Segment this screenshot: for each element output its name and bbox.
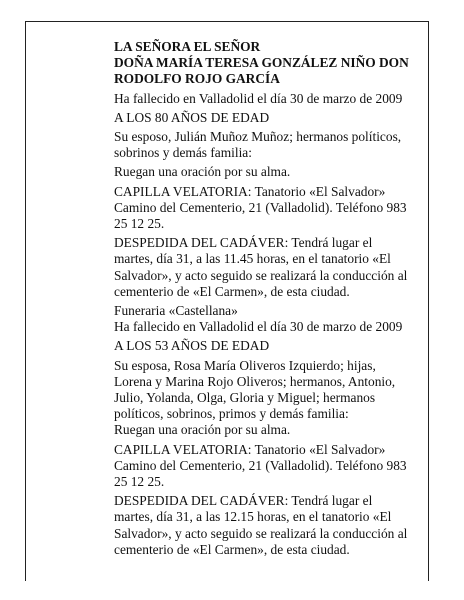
notice1-death-date: Ha fallecido en Valladolid el día 30 de marzo de 2009 [114,90,403,106]
text-line: 25 12 25. [114,216,165,232]
notice1-prayer: Ruegan una oración por su alma. [114,164,291,180]
text-line: martes, día 31, a las 11.45 horas, en el tanatorio «El [114,251,391,267]
obituary-notice [114,39,424,558]
notice2-prayer: Ruegan una oración por su alma. [114,422,291,438]
notice1-farewell [114,235,424,300]
text-line: cementerio de «El Carmen», de esta ciudad. [114,541,350,557]
text-line: Salvador», y acto seguido se realizará la conducción al [114,525,408,541]
text-line: Lorena y Marina Rojo Oliveros; hermanos, Antonio, [114,373,396,389]
notice1-funeral-home: Funeraria «Castellana» [114,303,238,319]
text-line: sobrinos y demás familia: [114,145,252,161]
notice1-chapel [114,184,424,233]
text-line: cementerio de «El Carmen», de esta ciudad. [114,283,350,299]
notice2-chapel [114,442,424,491]
notice2-family [114,358,424,423]
notice2-age: A LOS 53 AÑOS DE EDAD [114,338,270,354]
text-line: Salvador», y acto seguido se realizará la conducción al [114,267,408,283]
text-line: martes, día 31, a las 12.15 horas, en el tanatorio «El [114,509,392,525]
text-line: CAPILLA VELATORIA: Tanatorio «El Salvador» [114,183,386,199]
text-line: Camino del Cementerio, 21 (Valladolid). Teléfono 983 [114,457,407,473]
text-line: Su esposo, Julián Muñoz Muñoz; hermanos políticos, [114,129,402,145]
notice1-family [114,129,424,161]
header-names-line-2: RODOLFO ROJO GARCÍA [114,71,280,87]
text-line: DESPEDIDA DEL CADÁVER: Tendrá lugar el [114,493,373,509]
header-names-line-1: DOÑA MARÍA TERESA GONZÁLEZ NIÑO DON [114,55,409,71]
text-line: DESPEDIDA DEL CADÁVER: Tendrá lugar el [114,235,373,251]
header-title: LA SEÑORA EL SEÑOR [114,39,261,54]
text-line: Camino del Cementerio, 21 (Valladolid). Teléfono 983 [114,199,407,215]
text-line: políticos, sobrinos, primos y demás familia: [114,406,349,422]
text-line: Julio, Yolanda, Olga, Gloria y Miguel; hermanos [114,390,376,406]
text-line: 25 12 25. [114,474,165,490]
notice2-farewell [114,493,424,558]
text-line: CAPILLA VELATORIA: Tanatorio «El Salvador» [114,441,386,457]
notice2-death-date: Ha fallecido en Valladolid el día 30 de marzo de 2009 [114,319,403,335]
notice1-age: A LOS 80 AÑOS DE EDAD [114,109,270,125]
text-line: Su esposa, Rosa María Oliveros Izquierdo; hijas, [114,357,376,373]
